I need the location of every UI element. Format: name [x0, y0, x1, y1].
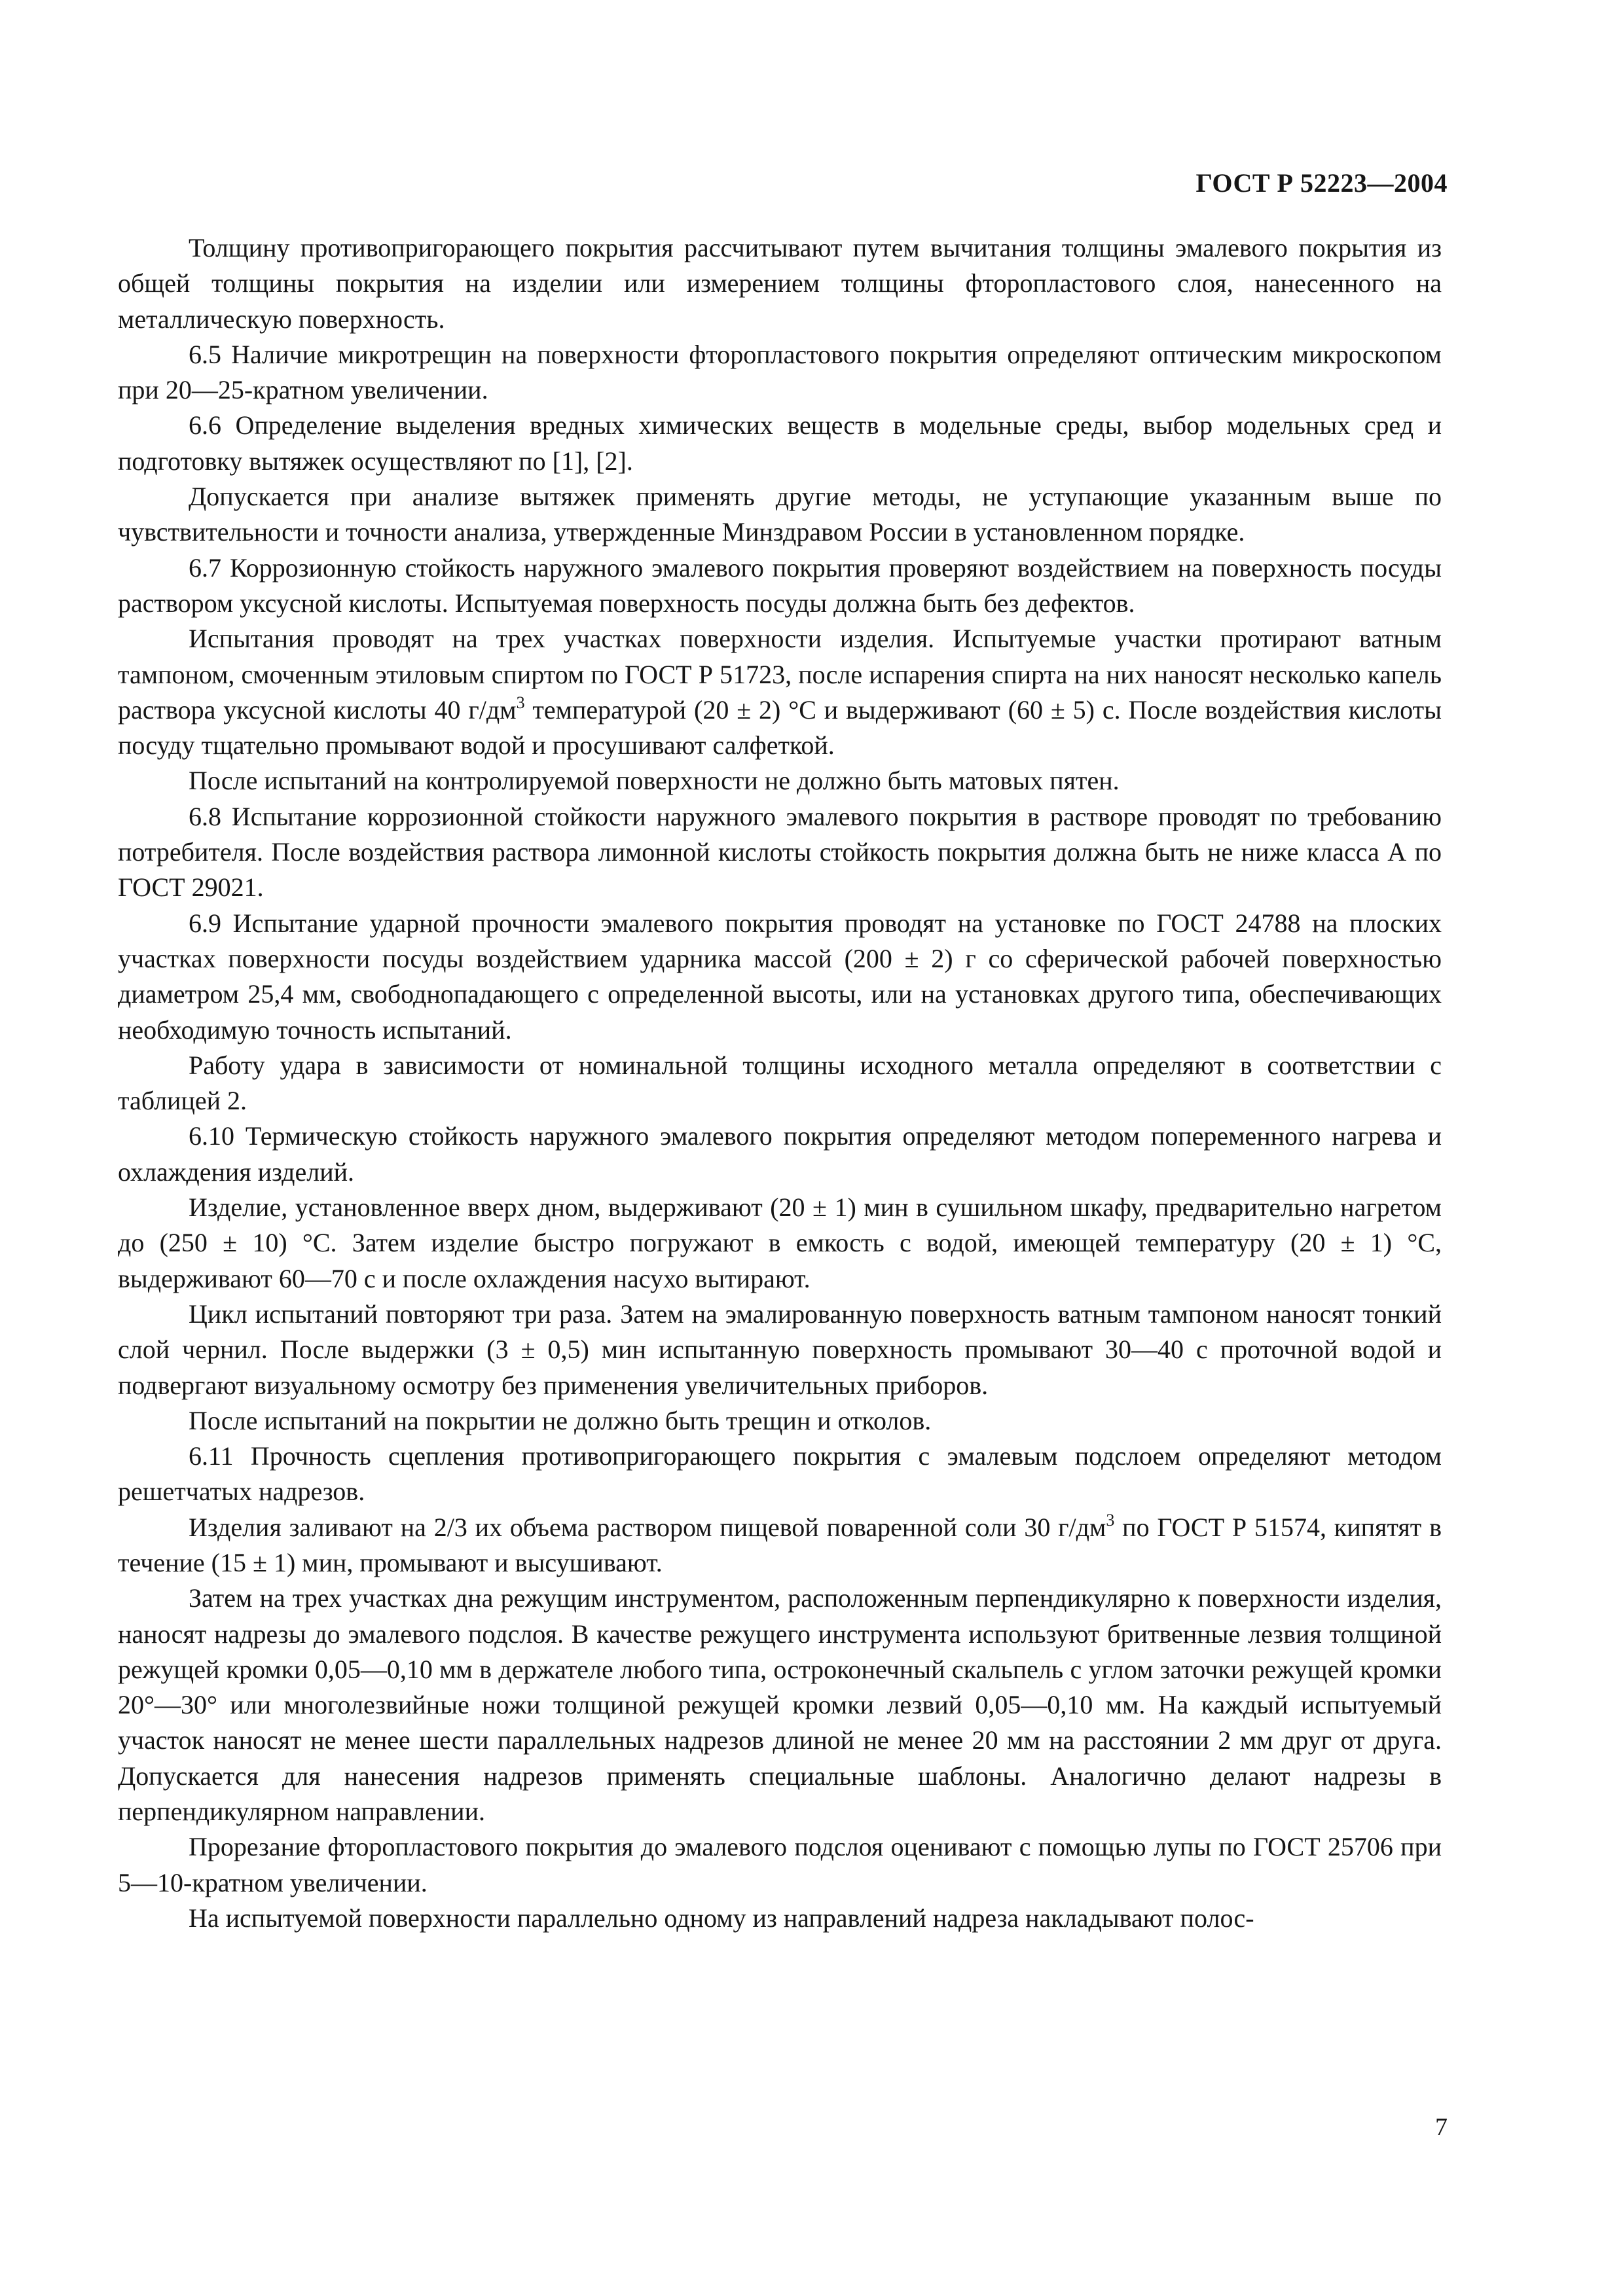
paragraph-6-7: 6.7 Коррозионную стойкость наружного эмалевого покрытия проверяют воздействием на поверхность посуды раствором уксусной кислоты. Испытуемая поверхность посуды должна быть без дефектов. — [118, 552, 1442, 618]
superscript: 3 — [516, 692, 525, 712]
paragraph-6-5: 6.5 Наличие микротрещин на поверхности фторопластового покрытия определяют оптическим микроскопом при 20—25-кратном увеличении. — [118, 339, 1442, 405]
paragraph-6-8: 6.8 Испытание коррозионной стойкости наружного эмалевого покрытия в растворе проводят по требованию потребителя. После воздействия раствора лимонной кислоты стойкость покрытия должна быть не ниже класса А по ГОСТ 29021. — [118, 801, 1442, 903]
paragraph: После испытаний на контролируемой поверхности не должно быть матовых пятен. — [189, 766, 1120, 796]
paragraph-6-6: 6.6 Определение выделения вредных химических веществ в модельные среды, выбор модельных сред и подготовку вытяжек осуществляют по [1], [2]. — [118, 410, 1442, 476]
text-run: Испытания проводят на трех участках поверхности изделия. Испытуемые участки протирают ватным тампоном, смоченным этиловым спиртом по ГОСТ Р 51723, после испарения спирта на них наносят несколько капель раствора уксусной кислоты 40 г/дм — [118, 624, 1442, 725]
paragraph: Толщину противопригорающего покрытия рассчитывают путем вычитания толщины эмалевого покрытия из общей толщины покрытия на изделии или измерением толщины фторопластового слоя, нанесенного на металлическую поверхность. — [118, 233, 1442, 334]
paragraph: Допускается при анализе вытяжек применять другие методы, не уступающие указанным выше по чувствительности и точности анализа, утвержденные Минздравом России в установленном порядке. — [118, 482, 1442, 547]
paragraph: Работу удара в зависимости от номинальной толщины исходного металла определяют в соответствии с таблицей 2. — [118, 1050, 1442, 1116]
page-number: 7 — [1435, 2113, 1448, 2141]
text-run: температурой (20 ± 2) °С и выдерживают (60 ± 5) с. После воздействия кислоты посуду тщательно промывают водой и просушивают салфеткой. — [118, 694, 1442, 761]
paragraph-6-10: 6.10 Термическую стойкость наружного эмалевого покрытия определяют методом попеременного нагрева и охлаждения изделий. — [118, 1121, 1442, 1187]
document-header: ГОСТ Р 52223—2004 — [1195, 168, 1448, 198]
paragraph — [118, 1510, 1442, 1581]
paragraph: Изделие, установленное вверх дном, выдерживают (20 ± 1) мин в сушильном шкафу, предварительно нагретом до (250 ± 10) °С. Затем изделие быстро погружают в емкость с водой, имеющей температуру (20 ± 1) °С, выдерживают 60—70 с и после охлаждения насухо вытирают. — [118, 1193, 1442, 1293]
text-run: по ГОСТ Р 51574, кипятят в течение (15 ± 1) мин, промывают и высушивают. — [118, 1512, 1442, 1577]
paragraph: Прорезание фторопластового покрытия до эмалевого подслоя оценивают с помощью лупы по ГОСТ 25706 при 5—10-кратном увеличении. — [118, 1832, 1442, 1897]
paragraph: Затем на трех участках дна режущим инструментом, расположенным перпендикулярно к поверхности изделия, наносят надрезы до эмалевого подслоя. В качестве режущего инструмента используют бритвенные лезвия толщиной режущей кромки 0,05—0,10 мм в держателе любого типа, остроконечный скальпель с углом заточки режущей кромки 20°—30° или многолезвийные ножи толщиной режущей кромки лезвий 0,05—0,10 мм. На каждый испытуемый участок наносят не менее шести параллельных надрезов длиной не менее 20 мм на расстоянии 2 мм друг от друга. Допускается для нанесения надрезов применять специальные шаблоны. Аналогично делают надрезы в перпендикулярном направлении. — [118, 1583, 1442, 1827]
superscript: 3 — [1106, 1510, 1115, 1530]
paragraph-6-11: 6.11 Прочность сцепления противопригорающего покрытия с эмалевым подслоем определяют методом решетчатых надрезов. — [118, 1441, 1442, 1507]
paragraph-6-9: 6.9 Испытание ударной прочности эмалевого покрытия проводят на установке по ГОСТ 24788 на плоских участках поверхности посуды воздействием ударника массой (200 ± 2) г со сферической рабочей поверхностью диаметром 25,4 мм, свободнопадающего с определенной высоты, или на установках другого типа, обеспечивающих необходимую точность испытаний. — [118, 908, 1442, 1045]
text-run: Изделия заливают на 2/3 их объема раствором пищевой поваренной соли 30 г/дм — [189, 1512, 1106, 1542]
document-body — [118, 230, 1442, 1936]
paragraph: После испытаний на покрытии не должно быть трещин и отколов. — [189, 1405, 932, 1435]
paragraph: На испытуемой поверхности параллельно одному из направлений надреза накладывают полос- — [189, 1903, 1254, 1933]
paragraph: Цикл испытаний повторяют три раза. Затем на эмалированную поверхность ватным тампоном наносят тонкий слой чернил. После выдержки (3 ± 0,5) мин испытанную поверхность промывают 30—40 с проточной водой и подвергают визуальному осмотру без применения увеличительных приборов. — [118, 1299, 1442, 1400]
paragraph — [118, 621, 1442, 763]
